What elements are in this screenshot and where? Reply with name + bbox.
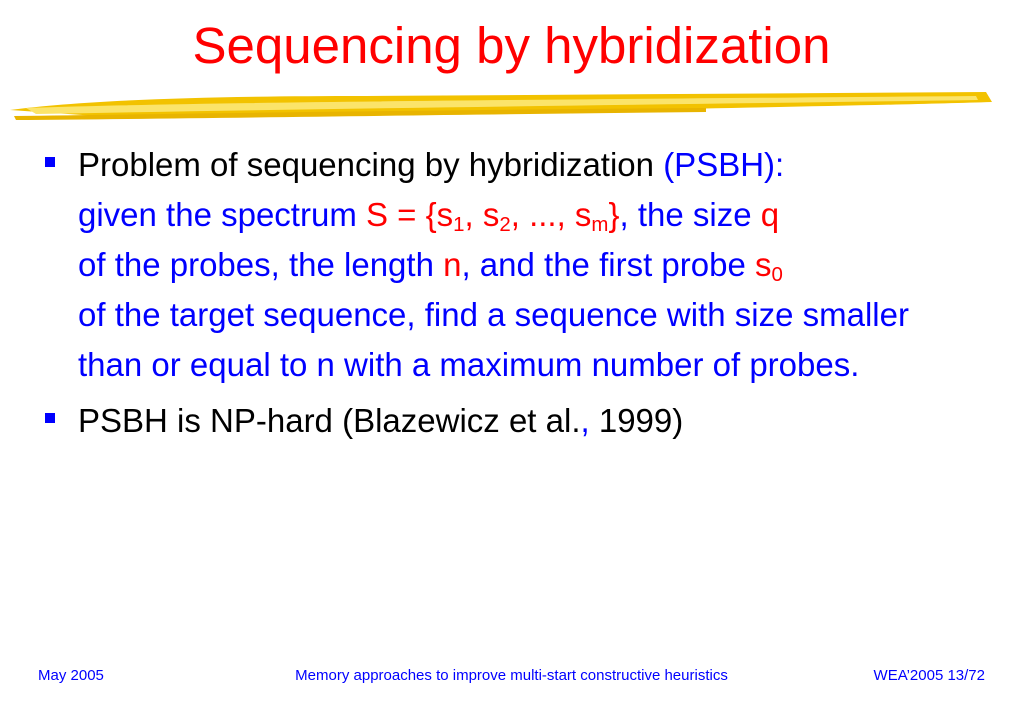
np-hard-comma: , [580,402,590,439]
spectrum-formula [365,196,620,237]
s0-letter: s [754,246,772,283]
footer-date: May 2005 [38,667,104,684]
bullet-item-problem [42,140,982,390]
length-text: of the probes, the length [78,246,434,283]
np-hard-year: 1999) [589,402,684,439]
first-probe-text: , and the first probe [461,246,746,283]
subscript-1: 1 [453,213,465,237]
footer-page: WEA’2005 13/72 [873,667,985,684]
subscript-0: 0 [771,263,783,287]
spectrum-close: } [608,196,620,233]
spectrum-ellipsis: , ..., s [510,196,592,233]
footer-title: Memory approaches to improve multi-start constructive heuristics [295,667,728,684]
spectrum-symbol: S [365,196,388,233]
psbh-acronym: (PSBH): [663,146,785,183]
np-hard-text: PSBH is NP-hard (Blazewicz et al. [78,402,581,439]
spectrum-comma: , s [464,196,500,233]
spectrum-eq: = {s [388,196,454,233]
s0-symbol [754,246,783,287]
subscript-m: m [591,213,609,237]
bullet-item-np-hard [42,396,982,446]
target-text: of the target sequence, find a sequence with size smaller than or equal to n with a maximum number of probes. [78,296,909,383]
bullet-list [42,140,982,446]
q-symbol: q [760,196,780,233]
subscript-2: 2 [499,213,511,237]
size-text: , the size [619,196,752,233]
bullet-square-icon [45,157,55,167]
slide-title: Sequencing by hybridization [192,17,831,74]
highlighter-stroke [6,88,996,124]
n-symbol: n [443,246,462,283]
bullet-lead-text: Problem of sequencing by hybridization [78,146,655,183]
spectrum-text: given the spectrum [78,196,357,233]
bullet-square-icon [45,413,55,423]
